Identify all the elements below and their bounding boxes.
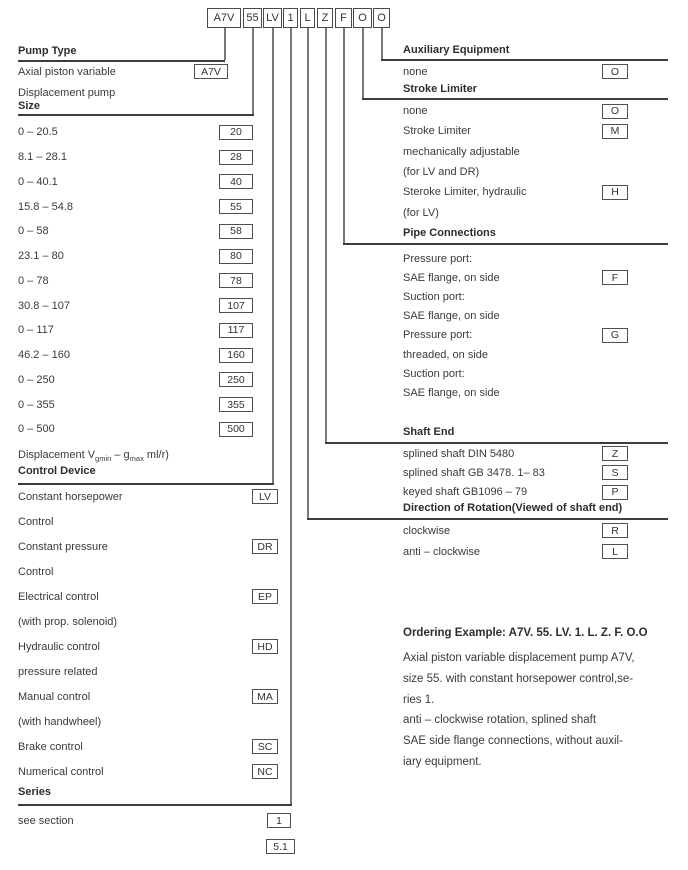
size-header: Size [18, 100, 41, 112]
connector-series [290, 28, 292, 804]
rule-pipe [343, 243, 668, 245]
control-label: Control [18, 565, 54, 578]
size-range: 0 – 20.5 [18, 126, 58, 139]
size-code-box: 78 [219, 273, 253, 288]
pump-type-label: Axial piston variable [18, 65, 116, 78]
rule-stroke [362, 98, 668, 100]
control-label: Constant horsepower [18, 490, 123, 503]
pipe-rows [403, 249, 628, 403]
connector-size [252, 28, 254, 114]
shaft-code-box: S [602, 465, 628, 480]
code-box-1: 1 [283, 8, 298, 28]
stroke-label: mechanically adjustable [403, 145, 520, 158]
control-label: Hydraulic control [18, 640, 100, 653]
shaft-label: splined shaft DIN 5480 [403, 447, 515, 460]
ordering-line: anti – clockwise rotation, splined shaft [403, 714, 597, 727]
size-row [18, 219, 253, 244]
pump-type-header: Pump Type [18, 45, 77, 57]
control-code-box: EP [252, 589, 278, 604]
size-code-box: 58 [219, 224, 253, 239]
stroke-limiter-header: Stroke Limiter [403, 83, 477, 95]
size-row [18, 293, 253, 318]
pipe-connections-header: Pipe Connections [403, 227, 496, 239]
direction-rows [403, 520, 628, 562]
size-range: 0 – 58 [18, 225, 49, 238]
aux-code-box: O [602, 64, 628, 79]
control-label: pressure related [18, 665, 98, 678]
pipe-row [403, 307, 628, 326]
size-range: 8.1 – 28.1 [18, 151, 67, 164]
control-row [18, 609, 278, 634]
pipe-label: Suction port: [403, 367, 465, 380]
control-code-box: NC [252, 764, 278, 779]
size-rows [18, 120, 253, 442]
control-label: Brake control [18, 740, 83, 753]
aux-label: none [403, 65, 428, 78]
direction-label: anti – clockwise [403, 545, 481, 558]
size-code-box: 250 [219, 372, 253, 387]
control-label: Constant pressure [18, 540, 108, 553]
size-row [18, 343, 253, 368]
connector-control [272, 28, 274, 483]
stroke-code-box: M [602, 124, 628, 139]
direction-label: clockwise [403, 524, 451, 537]
size-code-box: 20 [219, 125, 253, 140]
shaft-code-box: P [602, 485, 628, 500]
size-row [18, 194, 253, 219]
pipe-row [403, 364, 628, 383]
size-range: 30.8 – 107 [18, 299, 70, 312]
stroke-row [403, 162, 628, 182]
size-range: 0 – 117 [18, 324, 54, 337]
control-code-box: DR [252, 539, 278, 554]
control-code-box: HD [252, 639, 278, 654]
size-range: 0 – 78 [18, 274, 49, 287]
connector-stroke [362, 28, 364, 98]
size-code-box: 80 [219, 249, 253, 264]
stroke-code-box: H [602, 185, 628, 200]
size-code-box: 40 [219, 174, 253, 189]
control-row [18, 534, 278, 559]
size-row [18, 120, 253, 145]
stroke-label: none [403, 105, 428, 118]
control-label: (with prop. solenoid) [18, 615, 118, 628]
control-row [18, 659, 278, 684]
size-code-box: 160 [219, 348, 253, 363]
stroke-row [403, 121, 628, 141]
pipe-code-box: F [602, 270, 628, 285]
size-row [18, 145, 253, 170]
pipe-label: threaded, on side [403, 348, 489, 361]
size-row [18, 417, 253, 442]
size-range: 46.2 – 160 [18, 349, 70, 362]
series-label: see section [18, 814, 74, 827]
pipe-code-box: G [602, 328, 628, 343]
pipe-row [403, 268, 628, 287]
pipe-label: SAE flange, on side [403, 310, 500, 323]
code-box-a7v: A7V [207, 8, 241, 28]
size-code-box: 107 [219, 298, 253, 313]
series-header: Series [18, 786, 52, 798]
control-label: Electrical control [18, 590, 99, 603]
code-box-lv: LV [263, 8, 282, 28]
stroke-row [403, 142, 628, 162]
control-row [18, 759, 278, 784]
control-row [18, 709, 278, 734]
shaft-rows [403, 444, 628, 502]
code-box-z: Z [317, 8, 333, 28]
size-range: 15.8 – 54.8 [18, 200, 74, 213]
code-box-55: 55 [243, 8, 262, 28]
stroke-row [403, 182, 628, 202]
pipe-row [403, 326, 628, 345]
aux-equipment-header: Auxiliary Equipment [403, 44, 510, 56]
code-box-l: L [300, 8, 315, 28]
control-code-box: LV [252, 489, 278, 504]
connector-aux [381, 28, 383, 59]
stroke-row [403, 202, 628, 222]
size-code-box: 355 [219, 397, 253, 412]
rule-pump-type [18, 60, 225, 62]
ordering-line: ries 1. [403, 693, 435, 706]
control-row [18, 509, 278, 534]
stroke-code-box: O [602, 104, 628, 119]
aux-row [403, 64, 628, 79]
connector-direction [307, 28, 309, 518]
code-box-f: F [335, 8, 352, 28]
code-box-o1: O [353, 8, 372, 28]
stroke-label: (for LV and DR) [403, 166, 480, 179]
shaft-row [403, 463, 628, 482]
control-row [18, 734, 278, 759]
pipe-label: Pressure port: [403, 329, 473, 342]
pipe-row [403, 383, 628, 402]
size-range: 0 – 250 [18, 373, 55, 386]
control-device-header: Control Device [18, 465, 96, 477]
control-rows [18, 484, 278, 784]
rule-size [18, 114, 254, 116]
shaft-label: splined shaft GB 3478. 1– 83 [403, 466, 545, 479]
pump-type-code-box: A7V [194, 64, 228, 79]
size-row [18, 368, 253, 393]
stroke-label: Stroke Limiter [403, 125, 471, 138]
pipe-label: Suction port: [403, 290, 465, 303]
stroke-label: (for LV) [403, 206, 439, 219]
code-box-o2: O [373, 8, 390, 28]
size-code-box: 28 [219, 150, 253, 165]
pipe-label: SAE flange, on side [403, 271, 500, 284]
size-range: 23.1 – 80 [18, 250, 64, 263]
ordering-example-title: Ordering Example: A7V. 55. LV. 1. L. Z. F. O.O [403, 627, 648, 639]
control-row [18, 684, 278, 709]
pipe-row [403, 345, 628, 364]
displacement-note: Displacement $V_{gmin} - g_{max}$ ml/r) [18, 449, 169, 464]
rule-series [18, 804, 292, 806]
ordering-line: Axial piston variable displacement pump A7V, [403, 652, 635, 664]
size-range: 0 – 500 [18, 423, 55, 436]
control-row [18, 559, 278, 584]
direction-header: Direction of Rotation(Viewed of shaft end) [403, 502, 623, 514]
direction-row [403, 541, 628, 562]
control-label: (with handwheel) [18, 715, 102, 728]
control-label: Numerical control [18, 765, 104, 778]
shaft-row [403, 444, 628, 463]
series-code-box: 1 [267, 813, 291, 828]
series-extra-code-box: 5.1 [266, 839, 295, 854]
size-code-box: 500 [219, 422, 253, 437]
control-label: Manual control [18, 690, 91, 703]
shaft-label: keyed shaft GB1096 – 79 [403, 486, 528, 499]
shaft-end-header: Shaft End [403, 426, 455, 438]
connector-pump-type [224, 28, 226, 60]
control-row [18, 484, 278, 509]
direction-code-box: L [602, 544, 628, 559]
rule-aux [381, 59, 668, 61]
pipe-label: Pressure port: [403, 252, 473, 265]
size-row [18, 170, 253, 195]
control-code-box: MA [252, 689, 278, 704]
pump-type-row [18, 64, 228, 79]
size-row [18, 392, 253, 417]
ordering-example-body [403, 648, 635, 773]
shaft-row [403, 483, 628, 502]
size-row [18, 318, 253, 343]
size-code-box: 55 [219, 199, 253, 214]
ordering-line: size 55. with constant horsepower control,se- [403, 672, 634, 685]
pipe-label: SAE flange, on side [403, 386, 500, 399]
connector-pipe [343, 28, 345, 243]
series-row [18, 813, 291, 828]
control-label: Control [18, 515, 54, 528]
pipe-row [403, 287, 628, 306]
stroke-rows [403, 101, 628, 223]
ordering-line: SAE side flange connections, without auxil- [403, 735, 623, 748]
control-code-box: SC [252, 739, 278, 754]
size-row [18, 269, 253, 294]
pipe-row [403, 249, 628, 268]
ordering-line: iary equipment. [403, 755, 482, 768]
shaft-code-box: Z [602, 446, 628, 461]
connector-shaft [325, 28, 327, 442]
size-range: 0 – 355 [18, 398, 55, 411]
size-code-box: 117 [219, 323, 253, 338]
stroke-label: Steroke Limiter, hydraulic [403, 186, 527, 199]
pump-type-label-2: Displacement pump [18, 87, 116, 99]
direction-code-box: R [602, 523, 628, 538]
direction-row [403, 520, 628, 541]
control-row [18, 634, 278, 659]
size-row [18, 244, 253, 269]
size-range: 0 – 40.1 [18, 175, 58, 188]
stroke-row [403, 101, 628, 121]
control-row [18, 584, 278, 609]
